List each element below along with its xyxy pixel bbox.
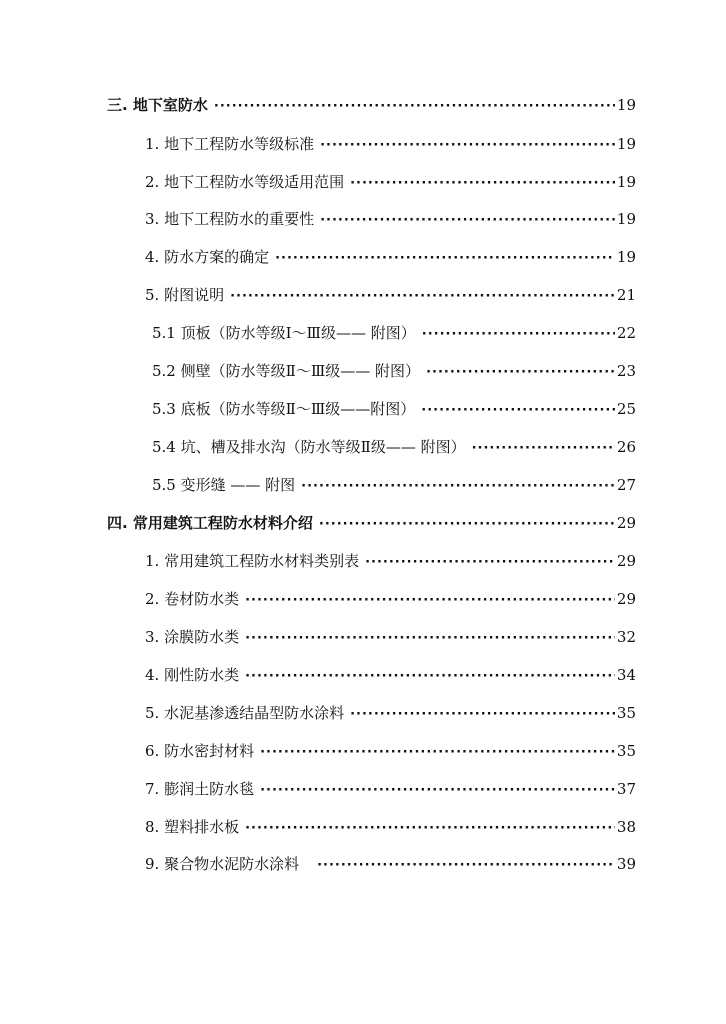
dot-leader [350, 173, 615, 195]
toc-item [145, 626, 636, 648]
toc-section-label: 四. 常用建筑工程防水材料介绍 [107, 514, 313, 532]
toc-item-label: 5.4 坑、槽及排水沟（防水等级Ⅱ级—— 附图） [152, 438, 466, 456]
toc-item-label: 3. 地下工程防水的重要性 [145, 210, 315, 228]
toc-page-number: 37 [616, 780, 636, 798]
toc-item-label: 5. 水泥基渗透结晶型防水涂料 [145, 704, 345, 722]
toc-item [145, 778, 636, 800]
dot-leader [214, 96, 615, 118]
toc-section-3 [107, 94, 636, 116]
dot-leader [275, 248, 615, 270]
toc-item [145, 664, 636, 686]
dot-leader [245, 628, 615, 650]
toc-item-label: 9. 聚合物水泥防水涂料 [145, 855, 300, 873]
toc-item [145, 588, 636, 610]
toc-item [145, 702, 636, 724]
toc-item [145, 246, 636, 268]
toc-page-number: 39 [616, 855, 636, 873]
toc-page-number: 19 [616, 210, 636, 228]
toc-subitem [152, 322, 636, 344]
toc-page-number: 38 [616, 818, 636, 836]
toc-item-label: 7. 膨润土防水毯 [145, 780, 255, 798]
toc-subitem [152, 436, 636, 458]
toc-item-label: 2. 地下工程防水等级适用范围 [145, 173, 345, 191]
toc-item [145, 284, 636, 306]
toc-subitem [152, 360, 636, 382]
toc-page-number: 19 [616, 96, 636, 114]
toc-page-number: 19 [616, 248, 636, 266]
dot-leader [245, 818, 615, 840]
toc-item-label: 3. 涂膜防水类 [145, 628, 240, 646]
toc-page-number: 25 [616, 400, 636, 418]
dot-leader [230, 286, 615, 308]
toc-item-label: 5.1 顶板（防水等级Ⅰ～Ⅲ级—— 附图） [152, 324, 416, 342]
toc-item [145, 208, 636, 230]
toc-page-number: 23 [616, 362, 636, 380]
dot-leader [245, 666, 615, 688]
toc-section-label: 三. 地下室防水 [107, 96, 208, 114]
toc-page-number: 35 [616, 742, 636, 760]
dot-leader [320, 210, 615, 232]
toc-item-label: 6. 防水密封材料 [145, 742, 255, 760]
dot-leader [260, 780, 615, 802]
toc-item-label: 4. 防水方案的确定 [145, 248, 270, 266]
dot-leader [260, 742, 615, 764]
toc-item [145, 853, 636, 875]
dot-leader [317, 855, 615, 877]
toc-item-label: 5.3 底板（防水等级Ⅱ～Ⅲ级——附图） [152, 400, 416, 418]
toc-item-label: 1. 常用建筑工程防水材料类别表 [145, 552, 360, 570]
dot-leader [365, 552, 615, 574]
toc-page-number: 35 [616, 704, 636, 722]
toc-page-number: 32 [616, 628, 636, 646]
toc-item-label: 5.2 侧壁（防水等级Ⅱ～Ⅲ级—— 附图） [152, 362, 421, 380]
toc-page-number: 27 [616, 476, 636, 494]
toc-subitem [152, 474, 636, 496]
dot-leader [301, 476, 615, 498]
dot-leader [245, 590, 615, 612]
toc-page-number: 29 [616, 552, 636, 570]
toc-item-label: 5. 附图说明 [145, 286, 225, 304]
toc-page-number: 19 [616, 135, 636, 153]
toc-page-number: 29 [616, 514, 636, 532]
dot-leader [421, 400, 615, 422]
dot-leader [472, 438, 615, 460]
toc-item-label: 1. 地下工程防水等级标准 [145, 135, 315, 153]
toc-item-label: 8. 塑料排水板 [145, 818, 240, 836]
toc-page-number: 21 [616, 286, 636, 304]
toc-subitem [152, 398, 636, 420]
toc-page-number: 26 [616, 438, 636, 456]
toc-section-4 [107, 512, 636, 534]
toc-page-number: 19 [616, 173, 636, 191]
toc-item-label: 4. 刚性防水类 [145, 666, 240, 684]
toc-page-number: 29 [616, 590, 636, 608]
toc-item-label: 2. 卷材防水类 [145, 590, 240, 608]
toc-item [145, 550, 636, 572]
toc-item [145, 816, 636, 838]
toc-page-number: 22 [616, 324, 636, 342]
toc-item-label: 5.5 变形缝 —— 附图 [152, 476, 296, 494]
dot-leader [319, 514, 615, 536]
toc-item [145, 133, 636, 155]
toc-item [145, 171, 636, 193]
dot-leader [422, 324, 615, 346]
toc-page-number: 34 [616, 666, 636, 684]
dot-leader [350, 704, 615, 726]
dot-leader [426, 362, 615, 384]
toc-item [145, 740, 636, 762]
dot-leader [320, 135, 615, 157]
